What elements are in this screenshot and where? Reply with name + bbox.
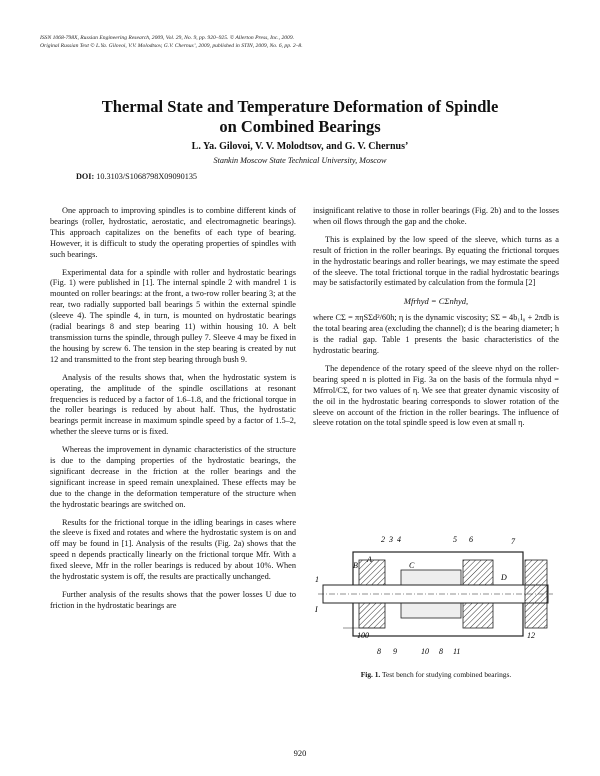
authors: L. Ya. Gilovoi, V. V. Molodtsov, and G. V. Chernus’ [191, 141, 409, 152]
figure-label: 7 [511, 537, 515, 546]
header-line-1: ISSN 1068-798X, Russian Engineering Research, 2009, Vol. 29, No. 9, pp. 920–925. © Allerton Press, Inc., 2009. [40, 35, 295, 41]
title-line-1: Thermal State and Temperature Deformation of Spindle [101, 97, 499, 116]
figure-label: 3 [389, 535, 393, 544]
figure-label: A [367, 555, 372, 564]
title-line-2: on Combined Bearings [219, 117, 381, 136]
figure-caption [313, 670, 559, 679]
figure-label: C [409, 561, 415, 570]
figure-label: 12 [527, 631, 535, 640]
figure-1 [313, 530, 559, 658]
figure-label: 8 [439, 647, 443, 656]
figure-label: 9 [393, 647, 397, 656]
figure-label: B [353, 561, 358, 570]
spindle-drawing [313, 530, 559, 658]
pulley [525, 560, 547, 628]
figure-label: 1 [315, 575, 319, 584]
figure-label: 100 [357, 631, 369, 640]
figure-label: 6 [469, 535, 473, 544]
paragraph: Whereas the improvement in dynamic characteristics of the structure is due to the damping properties of the hydrostatic bearings, the significant decrease in the friction at the roller bearings and the significant increase in speed remain unexplained. These effects may be due to the change in the deformation temperature of the structure when the hydrostatic bearings are switched on. [50, 445, 296, 509]
affiliation: Stankin Moscow State Technical University, Moscow [213, 156, 387, 165]
left-column [50, 206, 296, 619]
figure-label: 2 [381, 535, 385, 544]
figure-label: 8 [377, 647, 381, 656]
paragraph: One approach to improving spindles is to combine different kinds of bearings (roller, hydrostatic, aerostatic, and electromagnetic bearings). This approach capitalizes on the benefits of each type of bearing. However, it is difficult to study the operating properties of spindles with such bearings. [50, 206, 296, 259]
paragraph: where CΣ = πηSΣd²/60h; η is the dynamic viscosity; SΣ = 4b₁l₀ + 2πdb is the total bearing area (excluding the channel); d is the bearing diameter; h is the radial gap. Table 1 presents the basic characteristics of the hydrostatic bearing. [313, 313, 559, 355]
paragraph: This is explained by the low speed of the sleeve, which turns as a result of friction in the roller bearings. By equating the frictional torques in the hydrostatic bearings and roller bearings, we may estimate the speed of the sleeve. The total frictional torque in the radial hydrostatic bearings may be satisfactorily estimated by calculation from the formula [2] [313, 234, 559, 288]
page-number: 920 [293, 748, 307, 758]
journal-header [40, 34, 303, 50]
figure-label: 4 [397, 535, 401, 544]
paragraph: Results for the frictional torque in the idling bearings in cases where the sleeve is fixed and rotates and where the hydrostatic system is on and off may be found in [1]. Analysis of the results (Fig. 2a) shows that the speed n depends practically linearly on the frictional torque Mfr. With a fixed sleeve, Mfr in the roller bearings is reduced by about 10%. When the hydrostatic system is off, the results are practically unchanged. [50, 517, 296, 582]
paragraph: The dependence of the rotary speed of the sleeve nhyd on the roller-bearing speed n is plotted in Fig. 3a on the basis of the formula nhyd = Mfrrol/CΣ, for two values of η. We see that greater dynamic viscosity of the oil in the hydrostatic bearing corresponds to slower rotation of the sleeve on account of the friction in the roller bearings. The influence of sleeve rotation on the total spindle speed is low even at small η. [313, 363, 559, 428]
caption-text: Test bench for studying combined bearings. [382, 670, 512, 679]
paragraph: Experimental data for a spindle with roller and hydrostatic bearings (Fig. 1) were published in [1]. The internal spindle 2 with mandrel 1 is mounted on roller bearings: at the front, a two-row roller bearing 3; at the rear, two radially supported ball bearings 5 within the external spindle (sleeve 4). The spindle 4, in turn, is mounted on hydrostatic bearings (radial bearings 8 and step bearing 11) within housing 10. A belt transmission turns the spindle, through pulley 7. Sleeve 4 may be fixed in the housing by screw 6. The tension in the step bearing is created by nut 12 and transmitted to the front step bearing through bush 9. [50, 267, 296, 364]
figure-label: 10 [421, 647, 429, 656]
doi-value: 10.3103/S1068798X09090135 [96, 172, 198, 181]
paragraph: Analysis of the results shows that, when the hydrostatic system is operating, the amplitude of the spindle oscillations at resonant frequencies is reduced by a factor of 1.6–1.8, and the frictional torque in the roller bearings is reduced by about half. Thus, the hydrostatic bearings permit increase in maximum spindle speed by a factor of 1.5–2, whether the sleeve turns or is fixed. [50, 372, 296, 437]
paragraph: insignificant relative to those in roller bearings (Fig. 2b) and to the losses when oil flows through the gap and the choke. [313, 206, 559, 226]
doi-label: DOI: [76, 172, 95, 181]
figure-label: I [315, 605, 318, 614]
header-line-2: Original Russian Text © L.Ya. Gilovoi, V.V. Molodtsov, G.V. Chernus’, 2009, published in STIN, 2009, No. 6, pp. 2–8. [40, 43, 303, 49]
equation: Mfrhyd = CΣnhyd, [403, 296, 469, 307]
doi [76, 172, 197, 181]
caption-label: Fig. 1. [360, 670, 381, 679]
figure-label: 11 [453, 647, 461, 656]
paper-title [0, 97, 600, 137]
figure-label: D [501, 573, 507, 582]
figure-label: 5 [453, 535, 457, 544]
right-column [313, 206, 559, 436]
paragraph: Further analysis of the results shows that the power losses U due to friction in the hydrostatic bearings are [50, 590, 296, 610]
